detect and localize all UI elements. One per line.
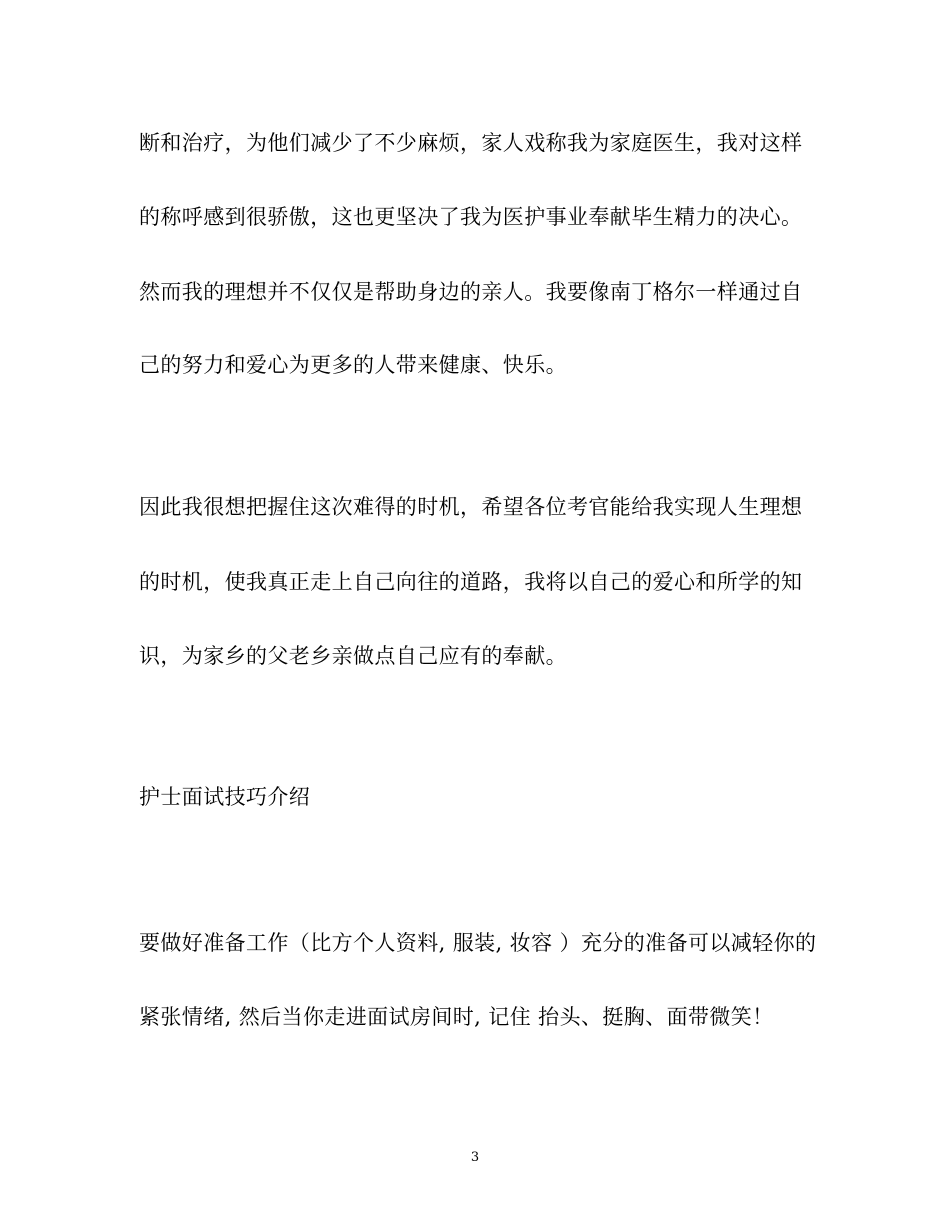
paragraph-1-line-2: 的称呼感到很骄傲，这也更坚决了我为医护事业奉献毕生精力的决心。	[139, 205, 803, 229]
section-heading: 护士面试技巧介绍	[139, 785, 311, 809]
paragraph-1-line-1: 断和治疗，为他们减少了不少麻烦，家人戏称我为家庭医生，我对这样	[139, 131, 803, 155]
paragraph-2-line-2: 的时机，使我真正走上自己向往的道路，我将以自己的爱心和所学的知	[139, 570, 803, 594]
paragraph-4-line-2: 紧张情绪, 然后当你走进面试房间时, 记住 抬头、挺胸、面带微笑！	[139, 1005, 774, 1029]
page-number: 3	[470, 1150, 480, 1165]
paragraph-1-line-4: 己的努力和爱心为更多的人带来健康、快乐。	[139, 353, 567, 377]
paragraph-1-line-3: 然而我的理想并不仅仅是帮助身边的亲人。我要像南丁格尔一样通过自	[139, 280, 803, 304]
paragraph-2-line-3: 识，为家乡的父老乡亲做点自己应有的奉献。	[139, 644, 567, 668]
paragraph-4-line-1: 要做好准备工作（比方个人资料, 服装, 妆容 ）充分的准备可以减轻你的	[139, 931, 817, 955]
paragraph-2-line-1: 因此我很想把握住这次难得的时机，希望各位考官能给我实现人生理想	[139, 495, 803, 519]
